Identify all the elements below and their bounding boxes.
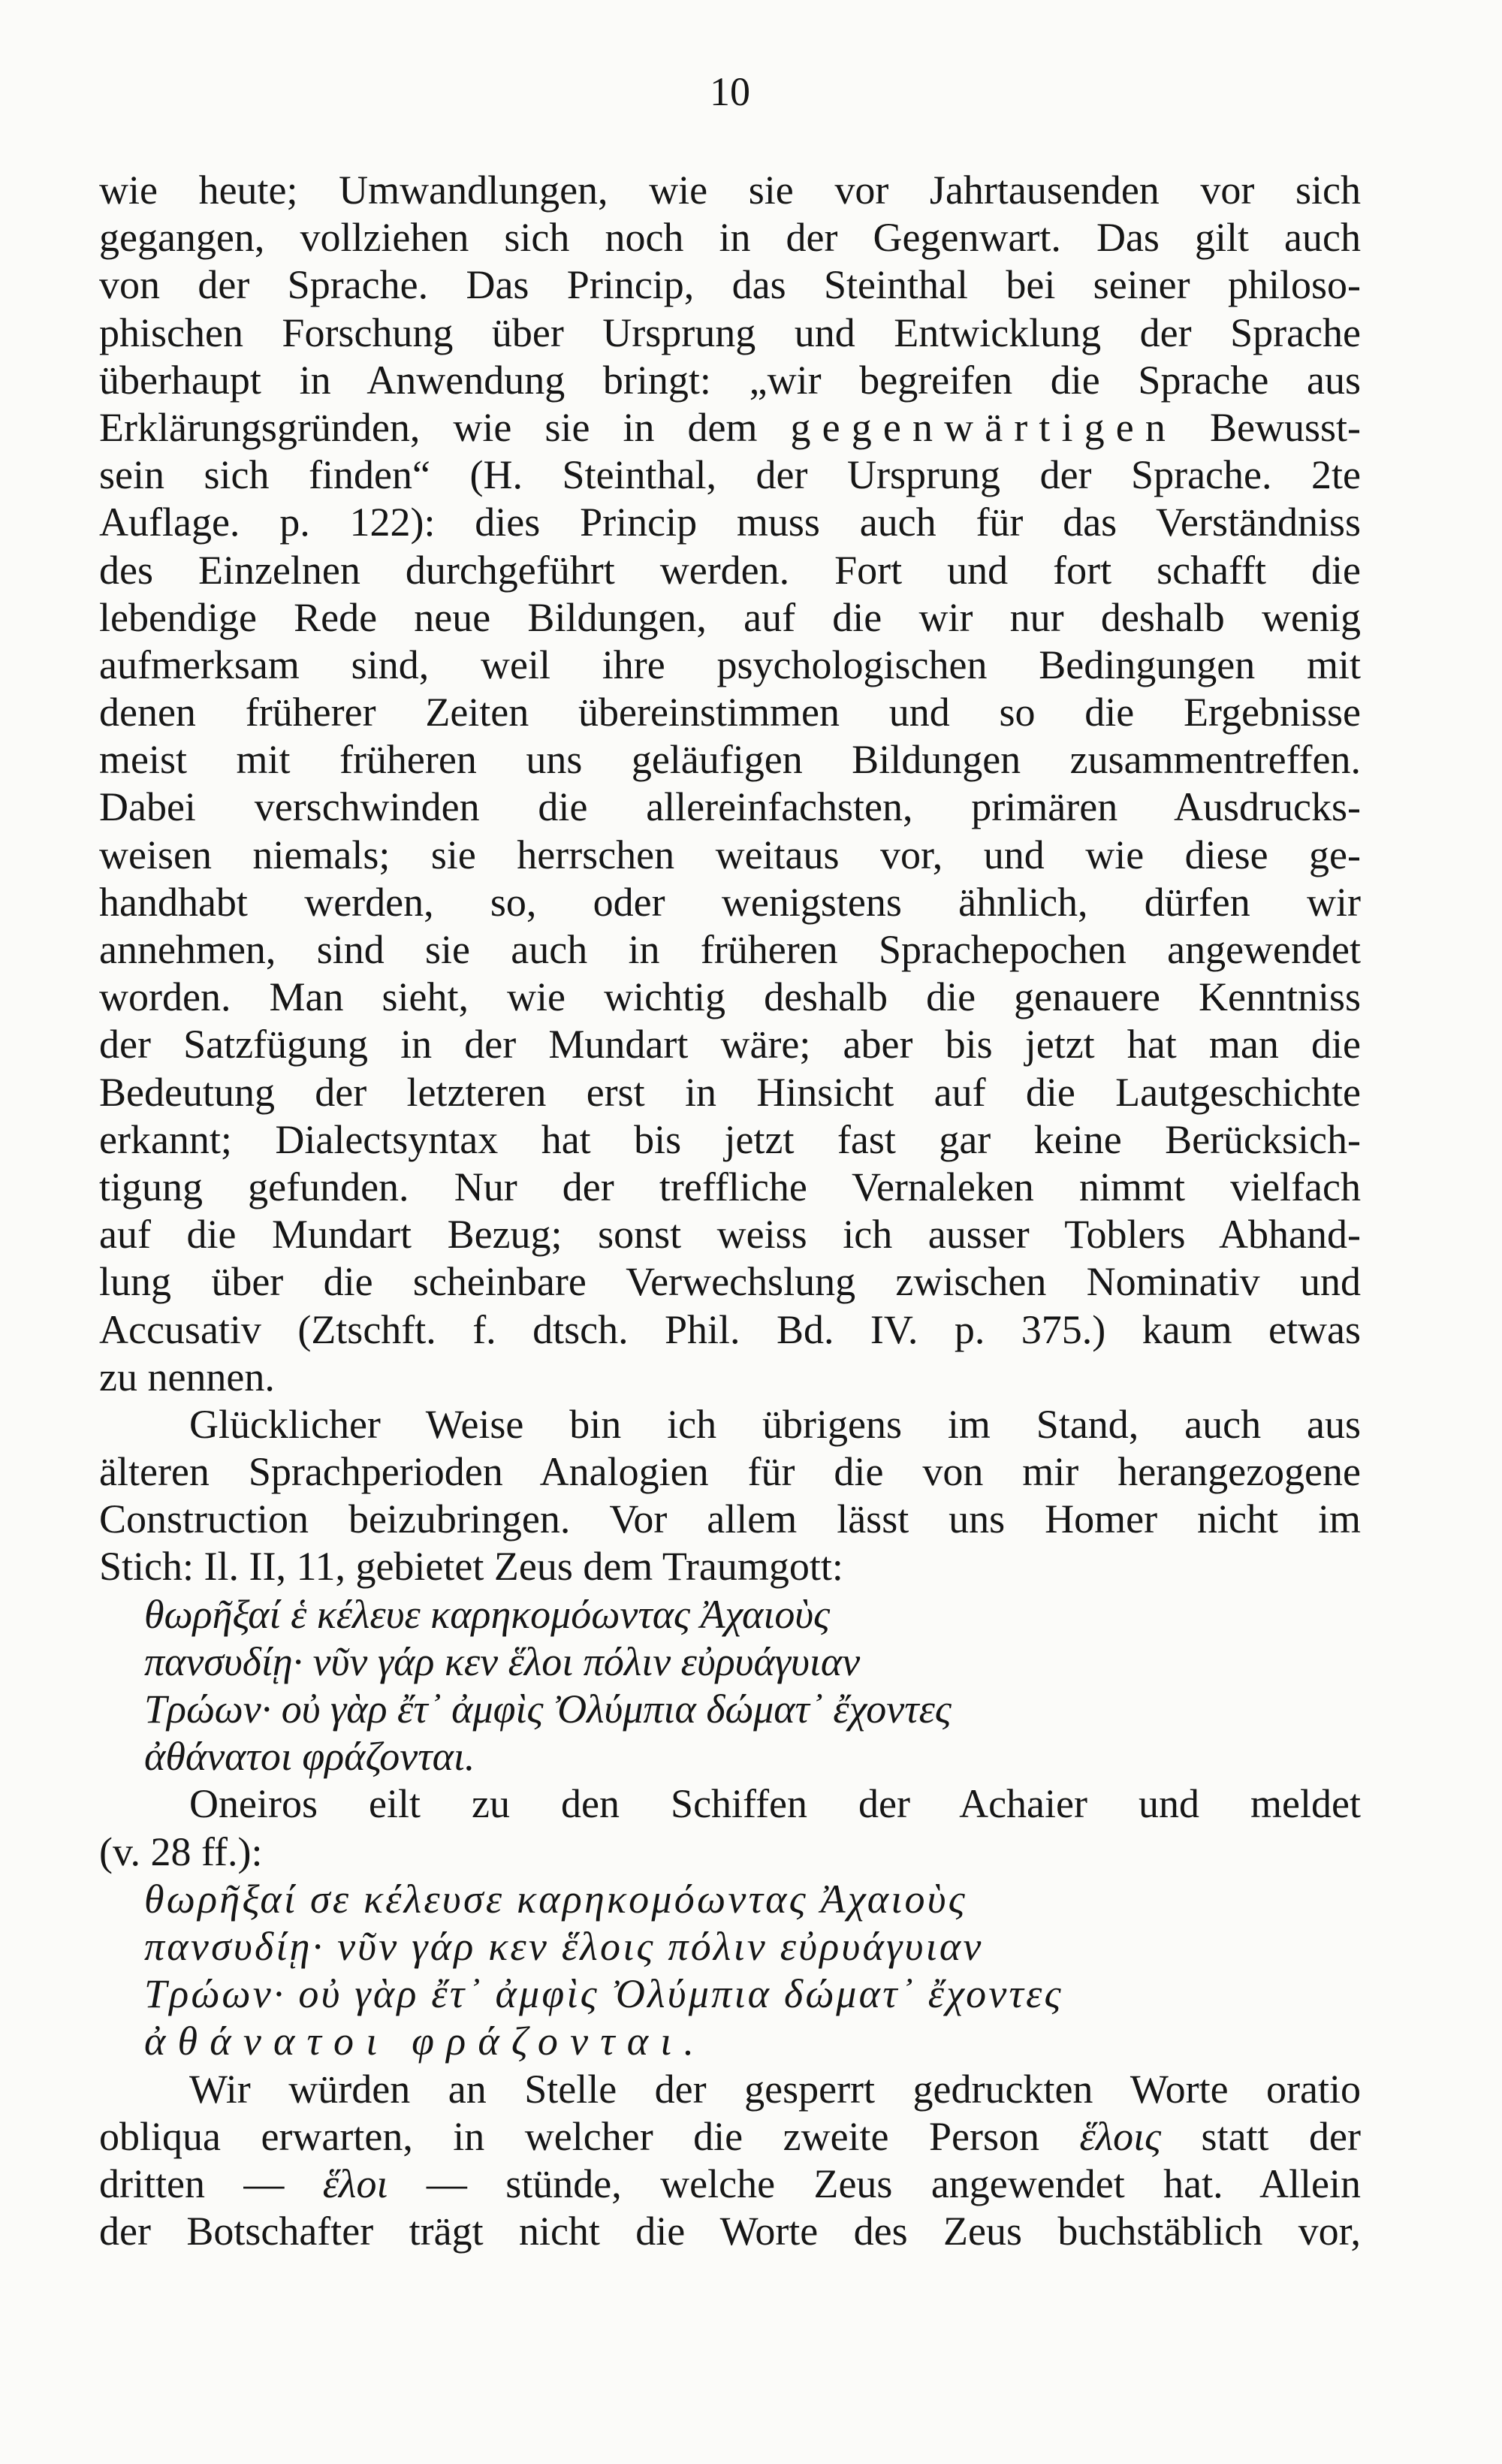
text-fragment: Bewusst-: [1176, 404, 1362, 450]
text-line: älteren Sprachperioden Analogien für die von mir herangezogene: [99, 1449, 1361, 1495]
text-line: Bedeutung der letzteren erst in Hinsicht auf die Lautgeschichte: [99, 1069, 1361, 1115]
text-line: der Botschafter trägt nicht die Worte des Zeus buchstäblich vor,: [99, 2209, 1361, 2254]
text-line: sein sich finden“ (H. Steinthal, der Ursprung der Sprache. 2te: [99, 452, 1361, 498]
text-fragment: statt der: [1161, 2113, 1361, 2159]
text-line: Glücklicher Weise bin ich übrigens im Stand, auch aus: [189, 1401, 1361, 1447]
greek-verse-line: πανσυδίῃ· νῦν γάρ κεν ἕλοις πόλιν εὐρυάγυιαν: [144, 1923, 984, 1969]
text-line: annehmen, sind sie auch in früheren Sprachepochen angewendet: [99, 927, 1361, 972]
text-line: lung über die scheinbare Verwechslung zwischen Nominativ und: [99, 1259, 1361, 1305]
greek-quotation: [99, 1591, 1361, 1781]
text-line: [99, 404, 1361, 451]
greek-verse-line: θωρῆξαί ἑ κέλευε καρηκομόωντας Ἀχαιοὺς: [144, 1591, 831, 1637]
text-line: Auflage. p. 122): dies Princip muss auch für das Verständniss: [99, 500, 1361, 545]
text-line: meist mit früheren uns geläufigen Bildungen zusammentreffen.: [99, 737, 1361, 783]
greek-verse-line: θωρῆξαί σε κέλευσε καρηκομόωντας Ἀχαιοὺς: [144, 1876, 967, 1922]
text-line: Accusativ (Ztschft. f. dtsch. Phil. Bd. IV. p. 375.) kaum etwas: [99, 1306, 1361, 1352]
spaced-emphasis: gegenwärtigen: [790, 404, 1177, 450]
text-line: Construction beizubringen. Vor allem lässt uns Homer nicht im: [99, 1496, 1361, 1542]
text-line: [99, 2161, 1361, 2208]
text-line: erkannt; Dialectsyntax hat bis jetzt fast gar keine Berücksich-: [99, 1116, 1361, 1162]
greek-verse-line: πανσυδίῃ· νῦν γάρ κεν ἕλοι πόλιν εὐρυάγυιαν: [144, 1638, 861, 1684]
text-fragment: dritten —: [99, 2161, 323, 2206]
text-line: Oneiros eilt zu den Schiffen der Achaier und meldet: [189, 1781, 1361, 1827]
text-line: auf die Mundart Bezug; sonst weiss ich ausser Toblers Abhand-: [99, 1212, 1361, 1258]
text-fragment: — stünde, welche Zeus angewendet hat. Allein: [388, 2161, 1361, 2206]
text-line: denen früherer Zeiten übereinstimmen und so die Ergebnisse: [99, 690, 1361, 735]
text-line: gegangen, vollziehen sich noch in der Gegenwart. Das gilt auch: [99, 215, 1361, 261]
text-line: (v. 28 ff.):: [99, 1828, 263, 1874]
text-line: aufmerksam sind, weil ihre psychologischen Bedingungen mit: [99, 642, 1361, 687]
text-line: phischen Forschung über Ursprung und Entwicklung der Sprache: [99, 310, 1361, 355]
text-line: lebendige Rede neue Bildungen, auf die wir nur deshalb wenig: [99, 594, 1361, 640]
greek-verse-line-spaced: ἀθάνατοι φράζονται.: [144, 2019, 707, 2064]
text-fragment: Erklärungsgründen, wie sie in dem: [99, 404, 791, 450]
greek-verse-line: Τρώων· οὐ γὰρ ἔτ᾽ ἀμφὶς Ὀλύμπια δώματ᾽ ἔχοντες: [144, 1971, 1063, 2017]
text-fragment: obliqua erwarten, in welcher die zweite Person: [99, 2113, 1080, 2159]
text-line: handhabt werden, so, oder wenigstens ähnlich, dürfen wir: [99, 879, 1361, 925]
text-line: des Einzelnen durchgeführt werden. Fort und fort schafft die: [99, 547, 1361, 593]
text-line: worden. Man sieht, wie wichtig deshalb die genauere Kenntniss: [99, 974, 1361, 1020]
page-number: 10: [710, 69, 750, 114]
greek-verse-line: Τρώων· οὐ γὰρ ἔτ᾽ ἀμφὶς Ὀλύμπια δώματ᾽ ἔχοντες: [144, 1686, 952, 1732]
text-line: überhaupt in Anwendung bringt: „wir begreifen die Sprache aus: [99, 357, 1361, 403]
text-line: der Satzfügung in der Mundart wäre; aber bis jetzt hat man die: [99, 1022, 1361, 1067]
text-line: wie heute; Umwandlungen, wie sie vor Jahrtausenden vor sich: [99, 168, 1361, 213]
text-line: weisen niemals; sie herrschen weitaus vor, und wie diese ge-: [99, 832, 1361, 877]
page-body: [99, 167, 1361, 2255]
text-line: von der Sprache. Das Princip, das Steinthal bei seiner philoso-: [99, 262, 1361, 308]
text-line: tigung gefunden. Nur der treffliche Vernaleken nimmt vielfach: [99, 1164, 1361, 1209]
book-page: [99, 0, 1361, 2464]
greek-word: ἕλοι: [322, 2161, 388, 2206]
text-line: Dabei verschwinden die allereinfachsten, primären Ausdrucks-: [99, 784, 1361, 830]
text-line: [99, 2113, 1361, 2161]
greek-verse-line: ἀθάνατοι φράζονται.: [144, 1734, 475, 1780]
text-line: Stich: Il. II, 11, gebietet Zeus dem Traumgott:: [99, 1544, 843, 1590]
text-line: Wir würden an Stelle der gesperrt gedruckten Worte oratio: [189, 2066, 1361, 2112]
greek-word: ἕλοις: [1079, 2113, 1162, 2159]
greek-quotation: [99, 1876, 1361, 2066]
text-line: zu nennen.: [99, 1354, 275, 1400]
